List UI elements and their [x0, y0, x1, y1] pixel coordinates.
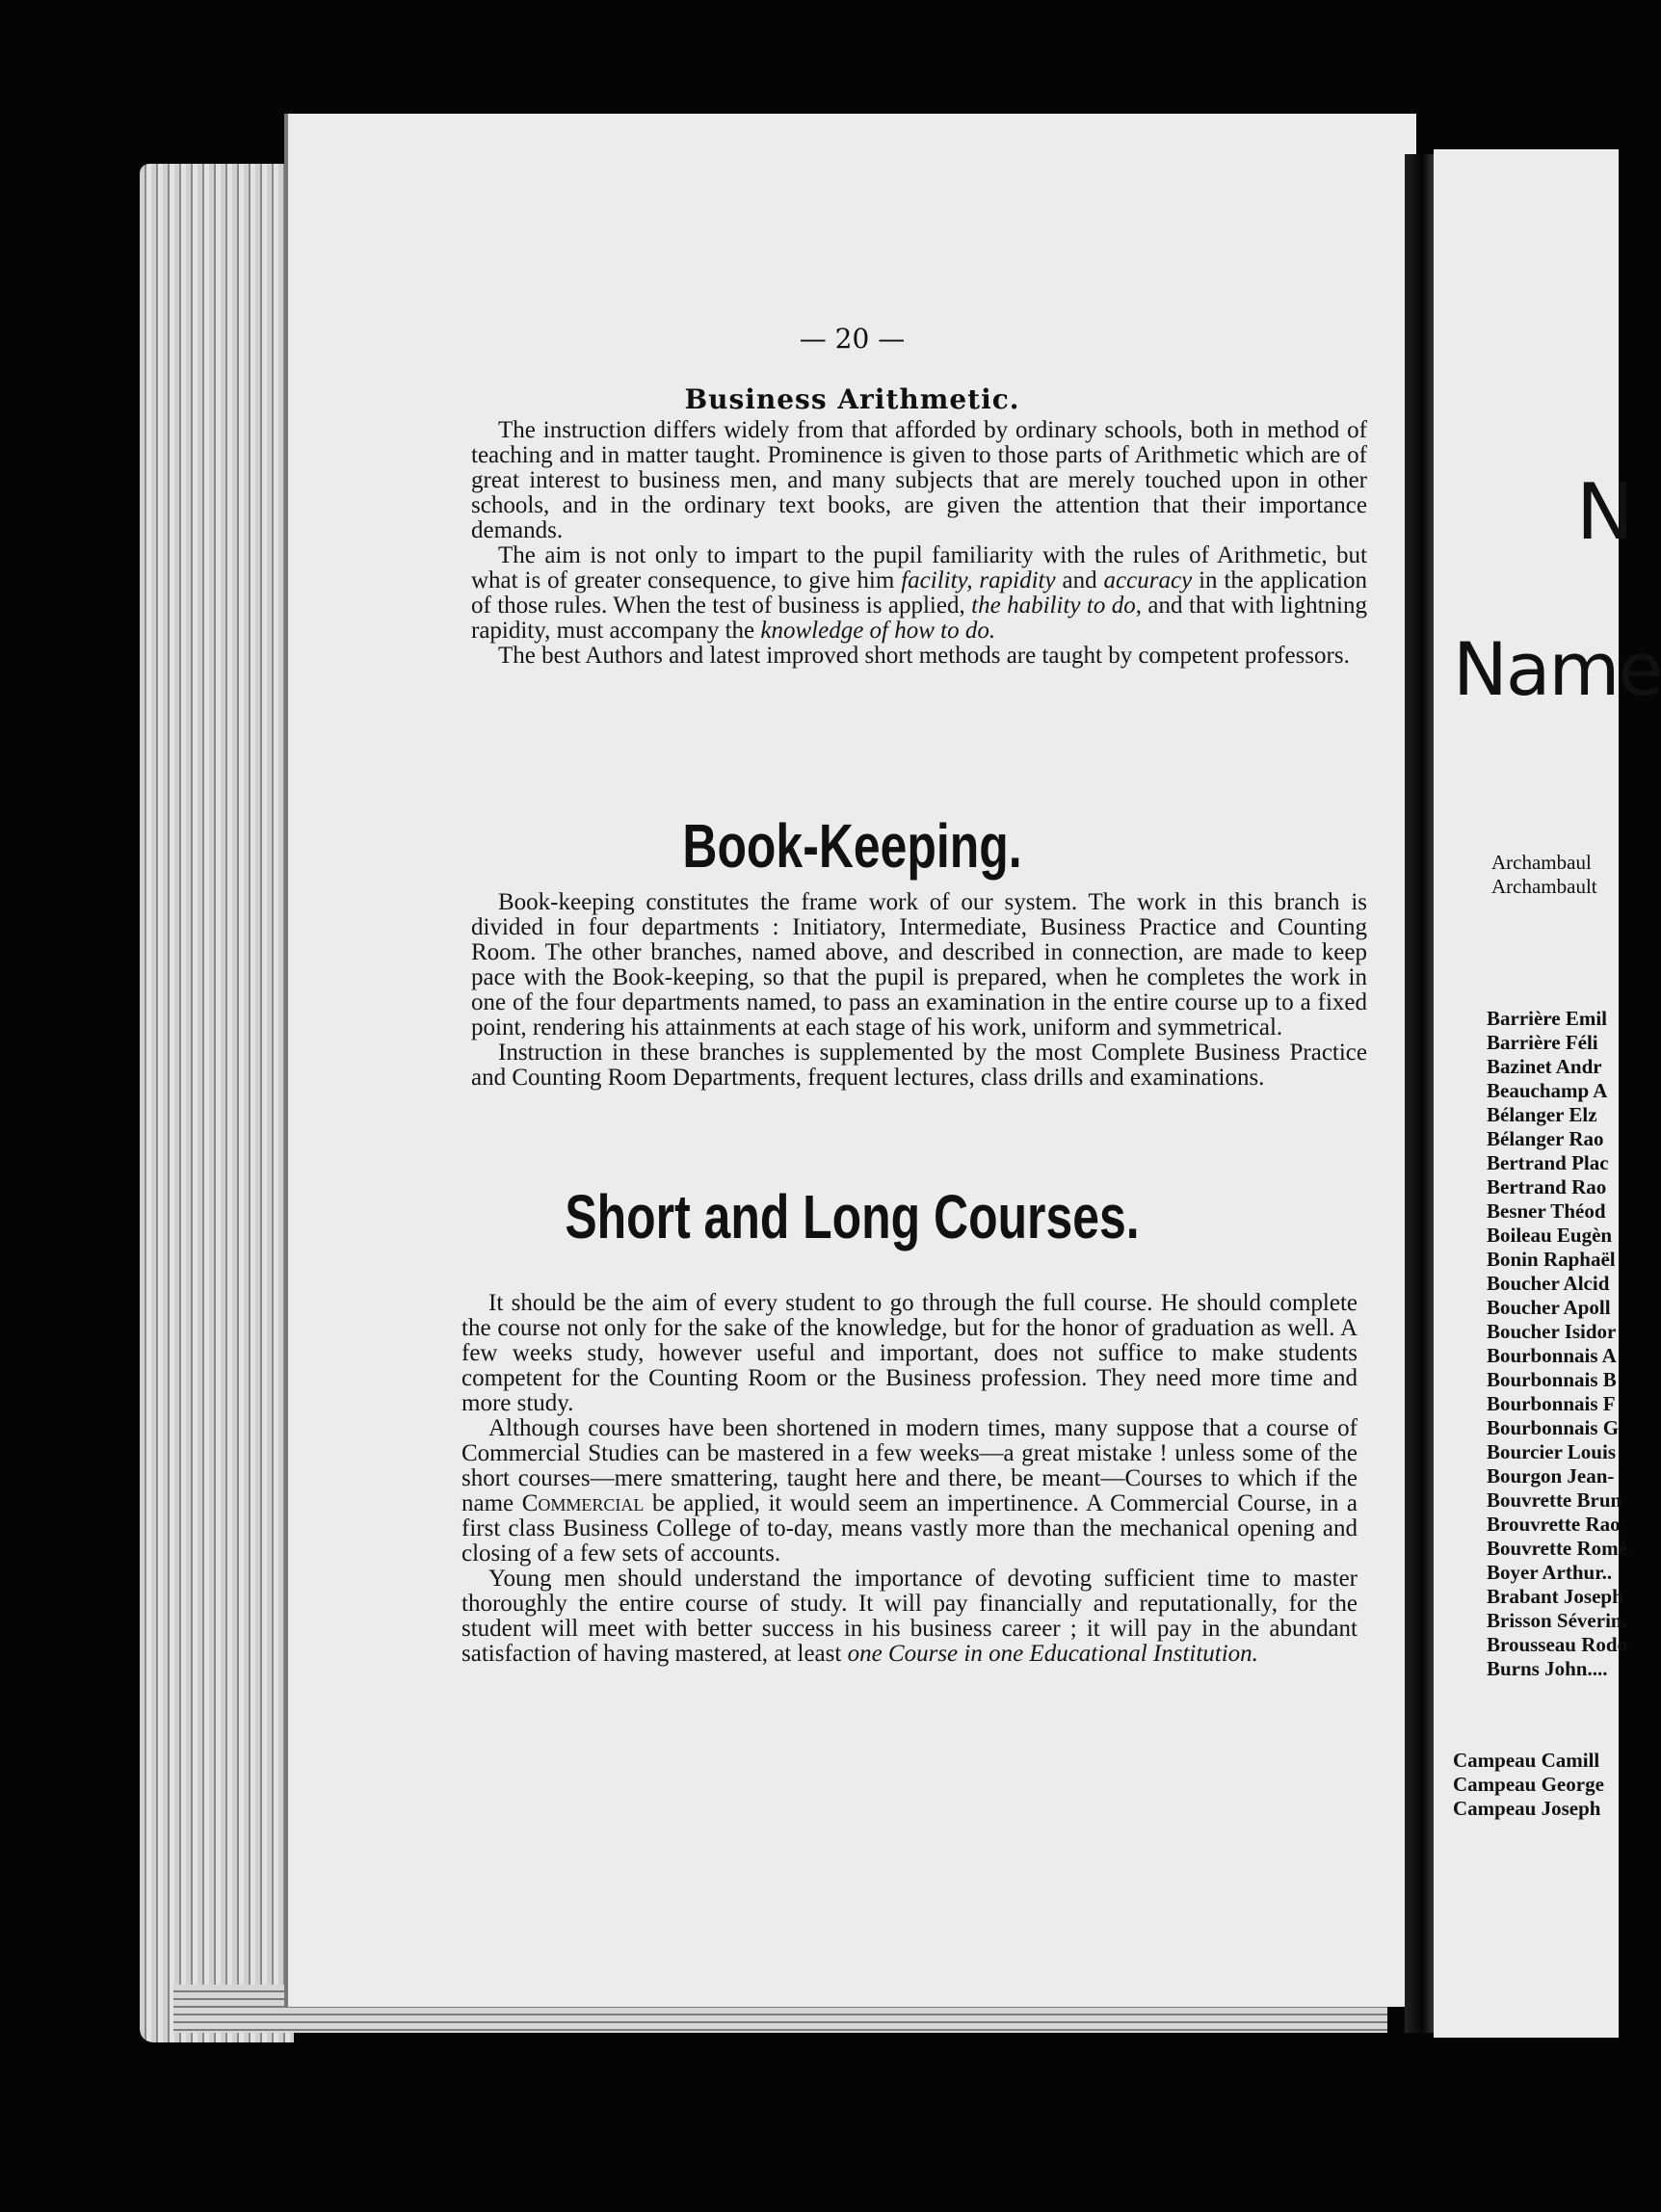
paragraph: Young men should understand the importance of devoting sufficient time to master thoroughly the entire course of study. It will pay financially and reputationally, for the student will meet with better success in his business career ; it will pay in the abundant satisfaction of having mastered, at least one Course in one Educational Institution.	[461, 1566, 1358, 1667]
list-item: Bélanger Rao	[1487, 1127, 1604, 1150]
list-item: Burns John....	[1487, 1657, 1608, 1680]
list-item: Campeau Camill	[1453, 1749, 1600, 1772]
list-item: Bourbonnais A	[1487, 1344, 1617, 1367]
left-page	[284, 114, 1416, 2007]
list-item: Bertrand Plac	[1487, 1151, 1609, 1174]
list-item: Campeau Joseph	[1453, 1797, 1601, 1820]
list-item: Boucher Apoll	[1487, 1296, 1611, 1319]
list-item: Beauchamp A	[1487, 1079, 1608, 1102]
book-page-edges	[140, 164, 294, 2042]
list-item: Bonin Raphaël	[1487, 1248, 1616, 1271]
list-item: Bouvrette Romé	[1487, 1537, 1627, 1560]
paragraph: The best Authors and latest improved short methods are taught by competent professors.	[498, 643, 1350, 669]
book-gutter	[1405, 154, 1434, 2033]
list-item: Brisson Séverin.	[1487, 1609, 1627, 1632]
list-item: Archambault	[1491, 875, 1597, 898]
paragraph: It should be the aim of every student to go through the full course. He should complete the course not only for the sake of the knowledge, but for the honor of graduation as well. A few weeks study, however useful and important, does not suffice to make students competent for the Counting Room or the Business profession. They need more time and more study.	[461, 1290, 1358, 1416]
list-item: Barrière Féli	[1487, 1031, 1598, 1054]
list-item: Boileau Eugèn	[1487, 1224, 1613, 1247]
section-book-keeping	[471, 890, 1367, 1091]
heading-short-and-long-courses: Short and Long Courses.	[565, 1182, 1140, 1251]
section-courses	[461, 1291, 1358, 1667]
list-item: Brousseau Rodo	[1487, 1633, 1628, 1656]
page-number: — 20 —	[799, 323, 906, 355]
list-item: Boyer Arthur..	[1487, 1561, 1613, 1584]
paragraph: Book-keeping constitutes the frame work of our system. The work in this branch is divided in four departments : Initiatory, Intermediate, Business Practice and Counting Room. The other branches, named above, and described in connection, are made to keep pace with the Book-keeping, so that the pupil is prepared, when he completes the work in one of the four departments named, to pass an examination in the entire course up to a fixed point, rendering his attainments at each stage of his work, uniform and symmetrical.	[471, 889, 1367, 1040]
list-item: Besner Théod	[1487, 1199, 1606, 1223]
list-item: Bélanger Elz	[1487, 1103, 1597, 1126]
name-list-a	[1491, 851, 1597, 899]
list-item: Bourcier Louis	[1487, 1440, 1616, 1463]
name-list-c	[1453, 1749, 1604, 1821]
list-item: Campeau George	[1453, 1773, 1604, 1796]
heading-book-keeping: Book-Keeping.	[682, 811, 1022, 881]
list-item: Bouvrette Brun	[1487, 1488, 1622, 1512]
right-page-big-letter: N	[1576, 467, 1634, 557]
list-item: Bertrand Rao	[1487, 1175, 1607, 1198]
list-item: Bourbonnais B	[1487, 1368, 1617, 1391]
list-item: Barrière Emil	[1487, 1007, 1607, 1030]
section-business-arithmetic	[471, 418, 1367, 669]
list-item: Boucher Alcid	[1487, 1272, 1610, 1295]
list-item: Bazinet Andr	[1487, 1055, 1602, 1078]
list-item: Archambaul	[1491, 851, 1592, 874]
list-item: Boucher Isidor	[1487, 1320, 1617, 1343]
paragraph: The aim is not only to impart to the pupil familiarity with the rules of Arithmetic, but what is of greater consequence, to give him facility, rapidity and accuracy in the application of those rules. When the test of business is applied, the hability to do, and that with lightning rapidity, must accompany the knowledge of how to do.	[471, 542, 1367, 644]
paragraph: The instruction differs widely from that afforded by ordinary schools, both in method of teaching and in matter taught. Prominence is given to those parts of Arithmetic which are of great interest to business men, and many subjects that are merely touched upon in other schools, and in the ordinary text books, are given the attention that their importance demands.	[471, 417, 1367, 543]
name-list-b	[1487, 1007, 1627, 1681]
right-page	[1434, 149, 1661, 2038]
list-item: Bourbonnais F	[1487, 1392, 1616, 1415]
list-item: Bourbonnais G	[1487, 1416, 1620, 1439]
heading-business-arithmetic: Business Arithmetic.	[684, 383, 1020, 415]
list-item: Brabant Joseph	[1487, 1585, 1623, 1608]
paragraph: Although courses have been shortened in modern times, many suppose that a course of Commercial Studies can be mastered in a few weeks—a great mistake ! unless some of the short courses—mere smattering, taught here and there, be meant—Courses to which if the name Commercial be applied, it would seem an impertinence. A Commercial Course, in a first class Business College of to-day, means vastly more than the mechanical opening and closing of a few sets of accounts.	[461, 1415, 1358, 1567]
list-item: Bourgon Jean-	[1487, 1464, 1615, 1488]
paragraph: Instruction in these branches is supplemented by the most Complete Business Practice and Counting Room Departments, frequent lectures, class drills and examinations.	[471, 1040, 1367, 1091]
list-item: Brouvrette Rao	[1487, 1513, 1621, 1536]
right-page-heading: Name	[1453, 626, 1661, 712]
